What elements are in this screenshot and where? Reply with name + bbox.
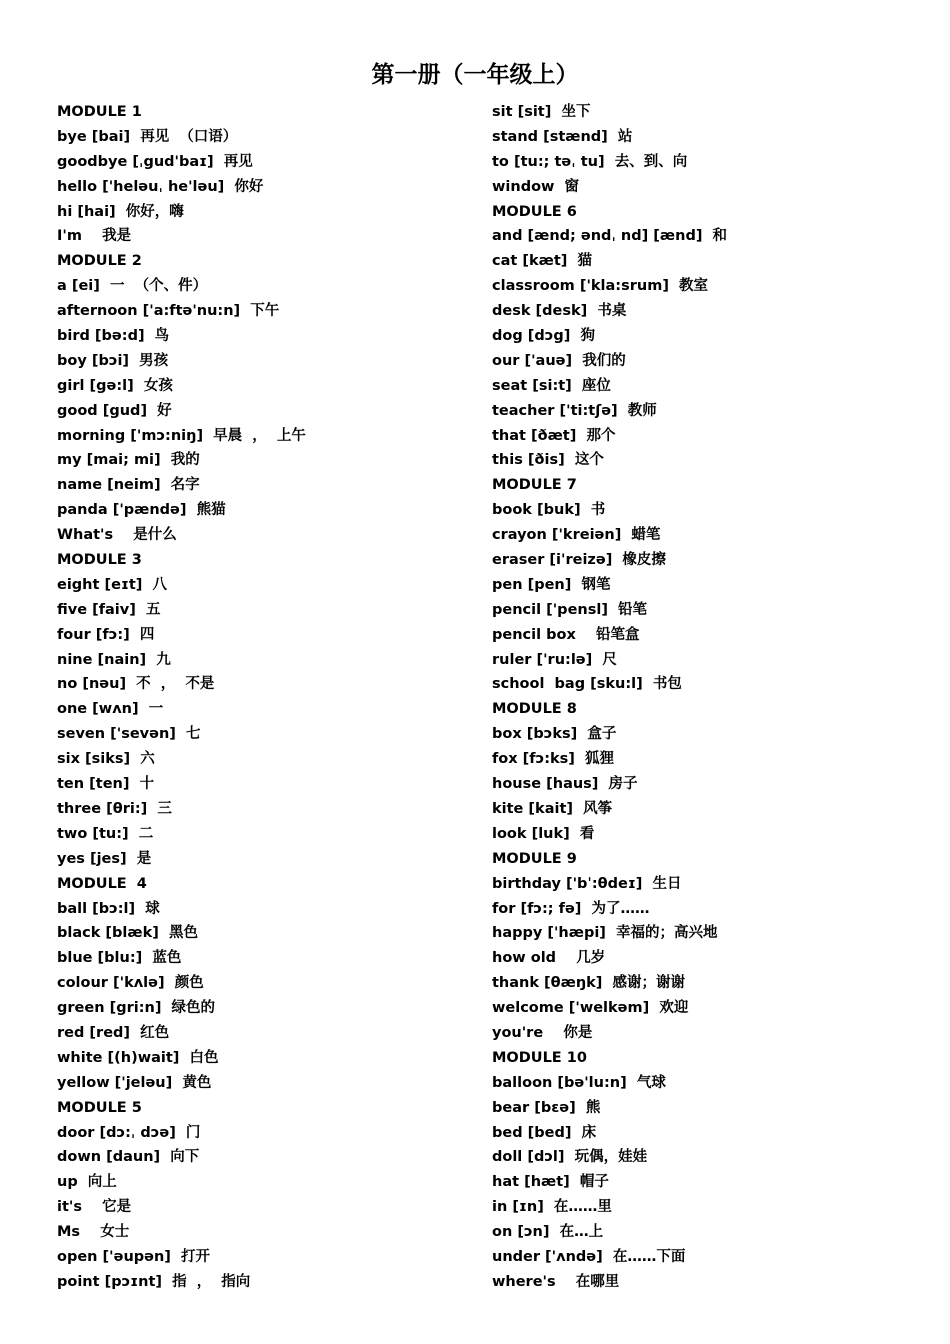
vocab-entry: black [blæk] 黑色	[57, 925, 198, 942]
vocab-entry: it's 它是	[57, 1199, 132, 1216]
vocab-entry: balloon [bə'lu:n] 气球	[492, 1074, 666, 1091]
vocab-entry: girl [gə:l] 女孩	[57, 377, 173, 394]
vocab-entry: classroom ['kla:srum] 教室	[492, 278, 709, 295]
vocab-entry: box [bɔks] 盒子	[492, 726, 617, 743]
vocab-entry: stand [stænd] 站	[492, 128, 633, 145]
vocab-entry: to [tu:; təˌ tu] 去、到、向	[492, 153, 688, 170]
vocab-entry: seven ['sevən] 七	[57, 726, 201, 743]
vocab-entry: pencil ['pensl] 铅笔	[492, 601, 648, 618]
vocab-entry: thank [θæŋk] 感谢；谢谢	[492, 975, 686, 992]
vocab-entry: ball [bɔ:l] 球	[57, 900, 160, 917]
module-heading: MODULE 3	[57, 552, 142, 569]
vocab-entry: bye [bai] 再见 （口语）	[57, 128, 238, 145]
vocab-entry: bear [bɛə] 熊	[492, 1099, 601, 1116]
module-heading: MODULE 6	[492, 203, 577, 220]
module-heading: MODULE 10	[492, 1049, 587, 1066]
vocab-entry: pencil box 铅笔盒	[492, 626, 640, 643]
vocab-entry: blue [blu:] 蓝色	[57, 950, 182, 967]
vocab-entry: that [ðæt] 那个	[492, 427, 616, 444]
vocab-entry: point [pɔɪnt] 指 ， 指向	[57, 1273, 251, 1290]
vocab-entry: ten [ten] 十	[57, 776, 155, 793]
module-heading: MODULE 5	[57, 1099, 142, 1116]
vocab-entry: house [haus] 房子	[492, 776, 638, 793]
module-heading: MODULE 2	[57, 253, 142, 270]
vocab-entry: bed [bed] 床	[492, 1124, 597, 1141]
vocab-entry: window 窗	[492, 178, 580, 195]
vocab-entry: teacher ['ti:tʃə] 教师	[492, 402, 657, 419]
vocab-entry: and [ænd; əndˌ nd] [ænd] 和	[492, 228, 728, 245]
vocab-entry: two [tu:] 二	[57, 825, 154, 842]
vocab-entry: under ['ʌndə] 在……下面	[492, 1248, 686, 1265]
vocab-entry: one [wʌn] 一	[57, 701, 164, 718]
vocab-entry: happy ['hæpi] 幸福的；高兴地	[492, 925, 718, 942]
vocab-entry: six [siks] 六	[57, 751, 155, 768]
page-title: 第一册（一年级上）	[371, 62, 579, 88]
vocab-entry: hi [hai] 你好，嗨	[57, 203, 184, 220]
vocab-entry: this [ðis] 这个	[492, 452, 604, 469]
vocab-entry: five [faiv] 五	[57, 601, 161, 618]
vocab-entry: on [ɔn] 在…上	[492, 1224, 604, 1241]
vocab-entry: cat [kæt] 猫	[492, 253, 592, 270]
module-heading: MODULE 1	[57, 104, 142, 120]
vocab-entry: hello ['heləuˌ he'ləu] 你好	[57, 178, 264, 195]
vocab-entry: three [θri:] 三	[57, 800, 172, 817]
vocab-entry: down [daun] 向下	[57, 1149, 200, 1166]
vocab-column-right	[492, 100, 912, 1295]
vocab-entry: white [(h)wait] 白色	[57, 1049, 219, 1066]
vocab-entry: look [luk] 看	[492, 825, 595, 842]
vocab-entry: Ms 女士	[57, 1224, 130, 1241]
vocab-entry: seat [si:t] 座位	[492, 377, 611, 394]
vocab-entry: dog [dɔg] 狗	[492, 328, 595, 345]
vocab-entry: you're 你是	[492, 1024, 593, 1041]
vocab-entry: open ['əupən] 打开	[57, 1248, 211, 1265]
vocab-entry: boy [bɔi] 男孩	[57, 352, 169, 369]
vocab-entry: eight [eɪt] 八	[57, 576, 168, 593]
vocab-entry: a [ei] 一 （个、件）	[57, 278, 208, 295]
vocab-entry: crayon ['kreiən] 蜡笔	[492, 527, 661, 544]
vocab-entry: morning ['mɔ:niŋ] 早晨 ， 上午	[57, 427, 306, 444]
vocab-entry: kite [kait] 风筝	[492, 800, 613, 817]
vocab-entry: where's 在哪里	[492, 1273, 620, 1290]
module-heading: MODULE 8	[492, 701, 577, 718]
vocab-entry: in [ɪn] 在……里	[492, 1199, 612, 1216]
vocab-entry: our ['auə] 我们的	[492, 352, 626, 369]
vocab-entry: nine [nain] 九	[57, 651, 171, 668]
vocab-entry: eraser [i'reizə] 橡皮擦	[492, 552, 666, 569]
vocab-entry: fox [fɔ:ks] 狐狸	[492, 751, 614, 768]
vocab-entry: yellow ['jeləu] 黄色	[57, 1074, 212, 1091]
vocab-entry: pen [pen] 钢笔	[492, 576, 611, 593]
vocab-entry: four [fɔ:] 四	[57, 626, 155, 643]
vocab-entry: name [neim] 名字	[57, 477, 200, 494]
vocab-entry: no [nəu] 不 ， 不是	[57, 676, 215, 693]
vocab-entry: goodbye [ˌgud'baɪ] 再见	[57, 153, 253, 170]
vocab-entry: sit [sit] 坐下	[492, 104, 591, 120]
vocab-entry: doll [dɔl] 玩偶，娃娃	[492, 1149, 648, 1166]
module-heading: MODULE 4	[57, 875, 147, 892]
vocab-entry: panda ['pændə] 熊猫	[57, 502, 226, 519]
vocab-entry: red [red] 红色	[57, 1024, 170, 1041]
vocab-entry: desk [desk] 书桌	[492, 303, 627, 320]
vocab-entry: school bag [sku:l] 书包	[492, 676, 682, 693]
vocab-entry: green [gri:n] 绿色的	[57, 1000, 216, 1017]
module-heading: MODULE 7	[492, 477, 577, 494]
vocab-column-left	[57, 100, 467, 1295]
vocab-entry: afternoon ['a:ftə'nu:n] 下午	[57, 303, 280, 320]
vocab-entry: door [dɔ:ˌ dɔə] 门	[57, 1124, 201, 1141]
module-heading: MODULE 9	[492, 850, 577, 867]
vocab-entry: for [fɔ:; fə] 为了……	[492, 900, 650, 917]
vocab-entry: welcome ['welkəm] 欢迎	[492, 1000, 689, 1017]
vocab-entry: hat [hæt] 帽子	[492, 1174, 609, 1191]
vocab-entry: colour ['kʌlə] 颜色	[57, 975, 204, 992]
vocab-entry: yes [jes] 是	[57, 850, 152, 867]
vocab-entry: my [mai; mi] 我的	[57, 452, 200, 469]
vocab-entry: I'm 我是	[57, 228, 132, 245]
vocab-entry: how old 几岁	[492, 950, 606, 967]
vocab-entry: good [gud] 好	[57, 402, 172, 419]
vocab-entry: What's 是什么	[57, 527, 177, 544]
vocab-entry: bird [bə:d] 鸟	[57, 328, 170, 345]
vocab-entry: up 向上	[57, 1174, 117, 1191]
vocab-entry: birthday ['bˈ:θdeɪ] 生日	[492, 875, 682, 892]
vocab-entry: ruler ['ru:lə] 尺	[492, 651, 617, 668]
vocab-entry: book [buk] 书	[492, 502, 606, 519]
